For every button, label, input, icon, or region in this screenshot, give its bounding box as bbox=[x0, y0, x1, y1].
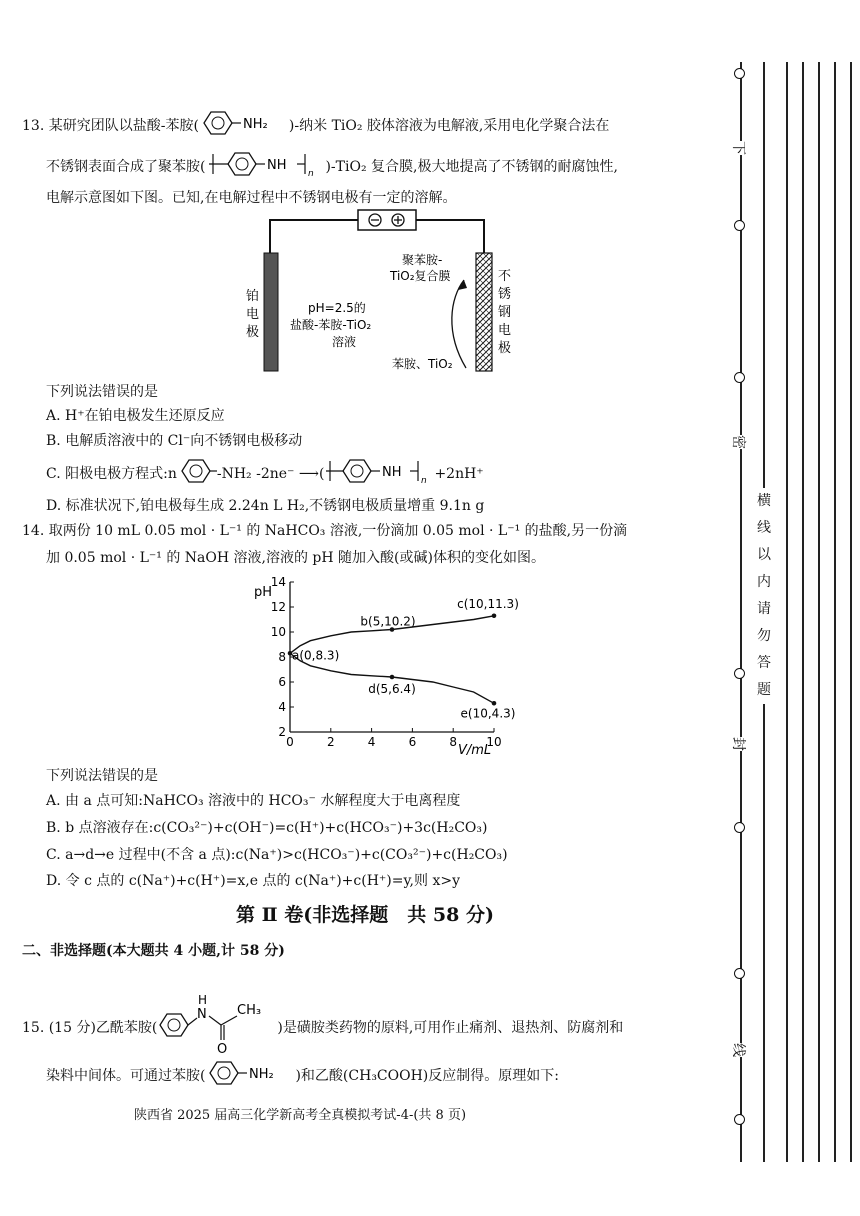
ss-label-3: 钢 bbox=[498, 305, 512, 320]
data-point bbox=[390, 675, 395, 680]
notice-char-6: 勿 bbox=[757, 628, 771, 644]
ph-titration-chart bbox=[248, 574, 519, 758]
q14-option-a[interactable]: A. 由 a 点可知:NaHCO₃ 溶液中的 HCO₃⁻ 水解程度大于电离程度 bbox=[46, 793, 461, 809]
y-tick-label: 14 bbox=[270, 575, 286, 589]
polyaniline-structure bbox=[205, 150, 325, 184]
q15-line1-b: )是磺胺类药物的原料,可用作止痛剂、退热剂、防腐剂和 bbox=[277, 1020, 624, 1036]
margin-char-xian: 线 bbox=[729, 1043, 749, 1057]
data-point-label: d(5,6.4) bbox=[368, 682, 416, 696]
y-tick-label: 6 bbox=[278, 675, 286, 689]
margin-char-xia: 下 bbox=[729, 141, 749, 155]
n-subscript: n bbox=[308, 169, 315, 179]
pt-label-2: 电 bbox=[246, 307, 260, 322]
y-tick-label: 8 bbox=[278, 650, 286, 664]
q13-option-c-c: +2nH⁺ bbox=[434, 466, 484, 482]
y-tick-label: 10 bbox=[270, 625, 286, 639]
margin-char-mi: 密 bbox=[729, 435, 749, 449]
q13-option-c-a: C. 阳极电极方程式:n bbox=[46, 466, 177, 482]
y-tick-label: 2 bbox=[278, 725, 286, 739]
ss-label-2: 锈 bbox=[498, 287, 512, 302]
x-tick-label: 4 bbox=[367, 735, 376, 749]
electrolysis-diagram bbox=[240, 208, 540, 380]
film-label-2: TiO₂复合膜 bbox=[390, 269, 451, 283]
power-supply bbox=[358, 210, 416, 230]
nh-label: NH bbox=[267, 158, 287, 173]
notice-char-2: 线 bbox=[757, 520, 771, 536]
q13-option-c[interactable] bbox=[46, 458, 484, 490]
ss-label-5: 极 bbox=[498, 341, 512, 356]
binding-hole-4 bbox=[734, 668, 745, 679]
q13-line2 bbox=[46, 150, 618, 184]
binding-hole-3 bbox=[734, 372, 745, 383]
reactants-label: 苯胺、TiO₂ bbox=[392, 357, 453, 371]
acetanilide-structure bbox=[157, 994, 277, 1062]
q14-option-c[interactable]: C. a→d→e 过程中(不含 a 点):c(Na⁺)>c(HCO₃⁻)+c(CO₃²⁻)+c(H₂CO₃) bbox=[46, 847, 508, 863]
ss-label-1: 不 bbox=[498, 269, 512, 284]
q13-option-a[interactable]: A. H⁺在铂电极发生还原反应 bbox=[46, 408, 225, 424]
margin-notice bbox=[756, 488, 772, 704]
pt-label-3: 极 bbox=[246, 325, 260, 340]
notice-char-8: 题 bbox=[757, 682, 771, 698]
binding-hole-7 bbox=[734, 1114, 745, 1125]
margin-char-feng: 封 bbox=[729, 737, 749, 751]
q13-line1 bbox=[22, 110, 609, 142]
q13-option-c-b: -NH₂ -2ne⁻ ⟶( bbox=[216, 466, 325, 482]
nh2-label: NH₂ bbox=[242, 117, 268, 132]
y-tick-label: 4 bbox=[278, 700, 286, 714]
nitrogen-label: N bbox=[197, 1007, 208, 1022]
data-point bbox=[492, 701, 497, 706]
y-tick-label: 12 bbox=[270, 600, 286, 614]
hydrogen-label: H bbox=[198, 993, 208, 1007]
binding-margin bbox=[730, 0, 860, 1216]
q13-line2-b: )-TiO₂ 复合膜,极大地提高了不锈钢的耐腐蚀性, bbox=[325, 159, 618, 175]
nh-label-c: NH bbox=[382, 465, 402, 480]
film-label-1: 聚苯胺- bbox=[402, 253, 443, 267]
x-axis-label: V/mL bbox=[458, 743, 492, 758]
x-tick-label: 2 bbox=[326, 735, 335, 749]
q13-line3: 电解示意图如下图。已知,在电解过程中不锈钢电极有一定的溶解。 bbox=[46, 190, 457, 206]
nh2-label-q15: NH₂ bbox=[249, 1067, 275, 1082]
pt-label-1: 铂 bbox=[246, 289, 260, 304]
binding-hole-2 bbox=[734, 220, 745, 231]
aniline-structure-q15 bbox=[205, 1060, 295, 1092]
q14-line2: 加 0.05 mol · L⁻¹ 的 NaOH 溶液,溶液的 pH 随加入酸(或碱)体积的变化如图。 bbox=[46, 550, 545, 566]
platinum-electrode bbox=[264, 253, 278, 371]
q13-line1-a: 13. 某研究团队以盐酸-苯胺( bbox=[22, 118, 199, 134]
ch3-label: CH₃ bbox=[237, 1003, 262, 1018]
ss-label-4: 电 bbox=[498, 323, 512, 338]
q14-prompt: 下列说法错误的是 bbox=[46, 768, 158, 784]
oxygen-label: O bbox=[217, 1042, 228, 1057]
notice-char-5: 请 bbox=[757, 601, 771, 617]
binding-hole-5 bbox=[734, 822, 745, 833]
data-point-label: c(10,11.3) bbox=[457, 596, 519, 611]
q14-option-b[interactable]: B. b 点溶液存在:c(CO₃²⁻)+c(OH⁻)=c(H⁺)+c(HCO₃⁻)+3c(H₂CO₃) bbox=[46, 820, 488, 836]
solution-label-1: pH=2.5的 bbox=[308, 301, 366, 315]
q15-line2 bbox=[46, 1060, 559, 1092]
aniline-structure-c bbox=[177, 459, 217, 489]
notice-char-7: 答 bbox=[757, 655, 771, 671]
data-point bbox=[492, 613, 497, 618]
data-point-label: e(10,4.3) bbox=[460, 706, 516, 721]
x-tick-label: 0 bbox=[286, 735, 294, 749]
binding-hole-6 bbox=[734, 968, 745, 979]
data-point-label: b(5,10.2) bbox=[360, 614, 416, 629]
solution-label-3: 溶液 bbox=[332, 335, 357, 349]
notice-char-1: 横 bbox=[757, 493, 771, 509]
section2-heading: 第 Ⅱ 卷(非选择题 共 58 分) bbox=[236, 904, 494, 926]
binding-hole-1 bbox=[734, 68, 745, 79]
migration-arrow bbox=[452, 280, 466, 368]
x-tick-label: 10 bbox=[486, 735, 502, 749]
data-point-label: a(0,8.3) bbox=[292, 648, 340, 663]
q13-line2-a: 不锈钢表面合成了聚苯胺( bbox=[46, 159, 206, 175]
polyaniline-structure-c bbox=[324, 458, 434, 490]
solution-label-2: 盐酸-苯胺-TiO₂ bbox=[290, 318, 372, 332]
q15-line1-a: 15. (15 分)乙酰苯胺( bbox=[22, 1020, 158, 1036]
q15-line1 bbox=[22, 994, 623, 1062]
q14-option-d[interactable]: D. 令 c 点的 c(Na⁺)+c(H⁺)=x,e 点的 c(Na⁺)+c(H⁺)=y,则 x>y bbox=[46, 873, 460, 889]
q15-line2-b: )和乙酸(CH₃COOH)反应制得。原理如下: bbox=[295, 1068, 559, 1084]
q15-line2-a: 染料中间体。可通过苯胺( bbox=[46, 1068, 206, 1084]
q13-option-b[interactable]: B. 电解质溶液中的 Cl⁻向不锈钢电极移动 bbox=[46, 433, 303, 449]
q14-line1: 14. 取两份 10 mL 0.05 mol · L⁻¹ 的 NaHCO₃ 溶液,一份滴加 0.05 mol · L⁻¹ 的盐酸,另一份滴 bbox=[22, 523, 628, 539]
aniline-structure bbox=[199, 110, 289, 142]
x-tick-label: 6 bbox=[408, 735, 417, 749]
notice-char-4: 内 bbox=[757, 574, 771, 590]
x-tick-label: 8 bbox=[449, 735, 458, 749]
q13-line1-b: )-纳米 TiO₂ 胶体溶液为电解液,采用电化学聚合法在 bbox=[288, 118, 610, 134]
q13-option-d[interactable]: D. 标准状况下,铂电极每生成 2.24n L H₂,不锈钢电极质量增重 9.1n g bbox=[46, 498, 485, 514]
notice-char-3: 以 bbox=[757, 547, 771, 563]
page-footer: 陕西省 2025 届高三化学新高考全真模拟考试-4-(共 8 页) bbox=[133, 1108, 467, 1123]
stainless-steel-electrode bbox=[476, 253, 492, 371]
chart-points bbox=[288, 597, 519, 721]
q13-prompt: 下列说法错误的是 bbox=[46, 384, 158, 400]
y-axis-label: pH bbox=[254, 585, 273, 600]
n-subscript-c: n bbox=[421, 476, 428, 486]
section2-subheading: 二、非选择题(本大题共 4 小题,计 58 分) bbox=[22, 943, 285, 959]
